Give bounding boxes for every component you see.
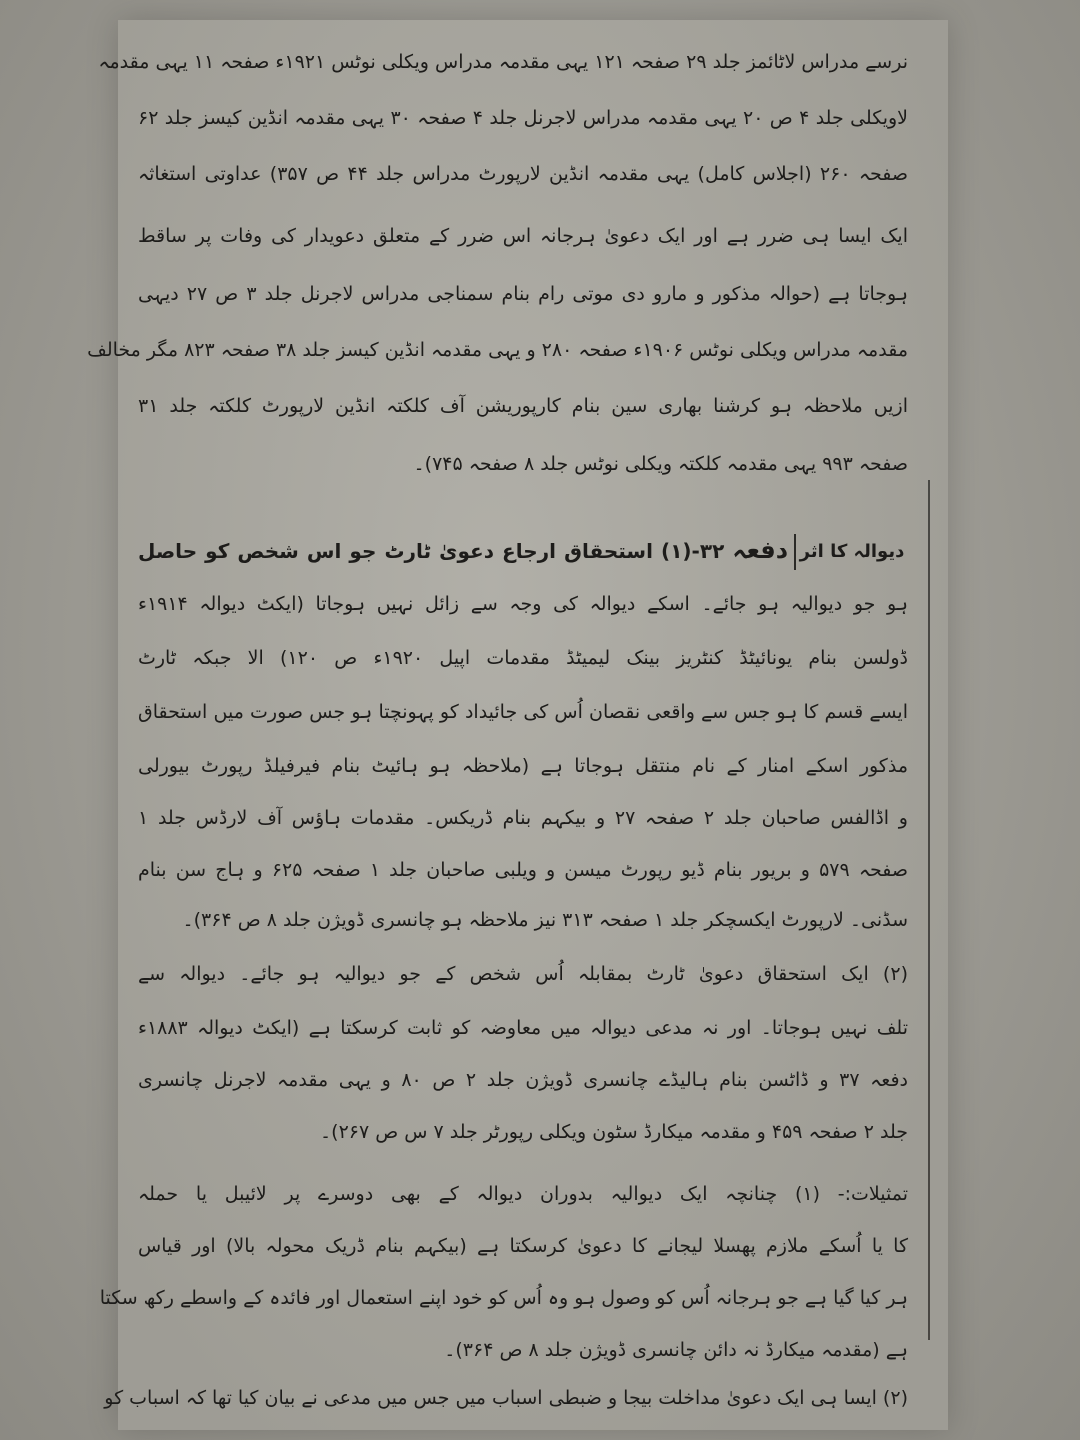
section-heading-word: دفعہ: [732, 536, 789, 564]
text-line: لاویکلی جلد ۴ ص ۲۰ یہی مقدمہ مدراس لاجرنل جلد ۴ صفحہ ۳۰ یہی مقدمہ انڈین کیسز جلد ۶۲: [138, 107, 908, 129]
text-line: ہے (مقدمہ میکارڈ نہ دائن چانسری ڈویژن جلد ۸ ص ۳۶۴)۔: [444, 1339, 908, 1361]
illustrations-line: تمثیلات:- (۱) چنانچہ ایک دیوالیہ بدوران دیوالہ کے بھی دوسرے پر لائیبل یا حملہ: [138, 1183, 908, 1205]
section-heading-text: ۳۲-(۱) استحقاق ارجاع دعویٰ ٹارٹ جو اس شخص کو حاصل: [138, 539, 725, 563]
margin-side-note: دیوالہ کا اثر: [794, 534, 908, 570]
text-line: مذکور اسکے امنار کے نام منتقل ہوجاتا ہے (ملاحظہ ہو ہائیٹ بنام فیرفیلڈ رپورٹ بیورلی: [138, 755, 908, 777]
text-line: ہر کیا گیا ہے جو ہرجانہ اُس کو وصول ہو وہ اُس کو خود اپنے استعمال اور فائدہ کے واسطے رکھ سکتا: [99, 1287, 908, 1309]
text-line: ہو جو دیوالیہ ہو جائے۔ اسکے دیوالہ کی وجہ سے زائل نہیں ہوجاتا (ایکٹ دیوالہ ۱۹۱۴ء: [138, 593, 908, 615]
text-line: (۲) ایک استحقاق دعویٰ ٹارٹ بمقابلہ اُس شخص کے جو دیوالیہ ہو جائے۔ دیوالہ سے: [138, 963, 908, 985]
text-line: تلف نہیں ہوجاتا۔ اور نہ مدعی دیوالہ میں معاوضہ کو ثابت کرسکتا ہے (ایکٹ دیوالہ ۱۸۸۳ء: [138, 1017, 908, 1039]
text-line: کا یا اُسکے ملازم پھسلا لیجانے کا دعویٰ کرسکتا ہے (بیکہم بنام ڈریک محولہ بالا) اور قیاس: [138, 1235, 908, 1257]
text-line: صفحہ ۲۶۰ (اجلاس کامل) یہی مقدمہ انڈین لارپورٹ مدراس جلد ۴۴ ص ۳۵۷) عداوتی استغاثہ: [138, 163, 908, 185]
text-line: ایک ایسا ہی ضرر ہے اور ایک دعویٰ ہرجانہ اس ضرر کے متعلق دعویدار کی وفات پر ساقط: [138, 225, 908, 247]
text-line: نرسے مدراس لاٹائمز جلد ۲۹ صفحہ ۱۲۱ یہی مقدمہ مدراس ویکلی نوٹس ۱۹۲۱ء صفحہ ۱۱ یہی مقدمہ: [98, 51, 908, 73]
text-line: صفحہ ۵۷۹ و بریور بنام ڈیو رپورٹ میسن و ویلبی صاحبان جلد ۱ صفحہ ۶۲۵ و ہاج سن بنام: [138, 859, 908, 881]
text-line: ازیں ملاحظہ ہو کرشنا بھاری سین بنام کارپوریشن آف کلکتہ انڈین لارپورٹ کلکتہ جلد ۳۱: [138, 395, 908, 417]
text-line: ایسے قسم کا ہو جس سے واقعی نقصان اُس کی جائیداد کو پہونچتا ہو جس صورت میں استحقاق: [138, 701, 908, 723]
text-line: ہوجاتا ہے (حوالہ مذکور و مارو دی موتی رام بنام سمناجی مدراس لاجرنل جلد ۳ ص ۲۷ دیہی: [138, 283, 908, 305]
text-line: سڈنی۔ لارپورٹ ایکسچکر جلد ۱ صفحہ ۳۱۳ نیز ملاحظہ ہو چانسری ڈویژن جلد ۸ ص ۳۶۴)۔: [182, 909, 908, 931]
text-line: دفعہ ۳۷ و ڈاٹسن بنام ہالیڈے چانسری ڈویژن جلد ۲ ص ۸۰ و یہی مقدمہ لاجرنل چانسری: [138, 1069, 908, 1091]
text-line: جلد ۲ صفحہ ۴۵۹ و مقدمہ میکارڈ سٹون ویکلی رپورٹر جلد ۷ س ص ۲۶۷)۔: [320, 1121, 908, 1143]
text-line: مقدمہ مدراس ویکلی نوٹس ۱۹۰۶ء صفحہ ۲۸۰ و یہی مقدمہ انڈین کیسز جلد ۳۸ صفحہ ۸۲۳ مگر مخالف: [87, 339, 908, 361]
text-line: صفحہ ۹۹۳ یہی مقدمہ کلکتہ ویکلی نوٹس جلد ۸ صفحہ ۷۴۵)۔: [413, 453, 908, 475]
document-page: [87, 40, 909, 1410]
text-line: و اڈالفس صاحبان جلد ۲ صفحہ ۲۷ و بیکہم بنام ڈریکس۔ مقدمات ہاؤس آف لارڈس جلد ۱: [138, 807, 908, 829]
section-heading-line: [138, 528, 788, 572]
text-line: ڈولسن بنام یونائیٹڈ کنٹریز بینک لیمیٹڈ مقدمات اپیل ۱۹۲۰ء ص ۱۲۰) الا جبکہ ٹارٹ: [138, 647, 909, 669]
text-line: (۲) ایسا ہی ایک دعویٰ مداخلت بیجا و ضبطی اسباب میں جس میں مدعی نے بیان کیا تھا کہ اسباب کو: [104, 1387, 908, 1409]
margin-rule: [928, 480, 930, 1340]
